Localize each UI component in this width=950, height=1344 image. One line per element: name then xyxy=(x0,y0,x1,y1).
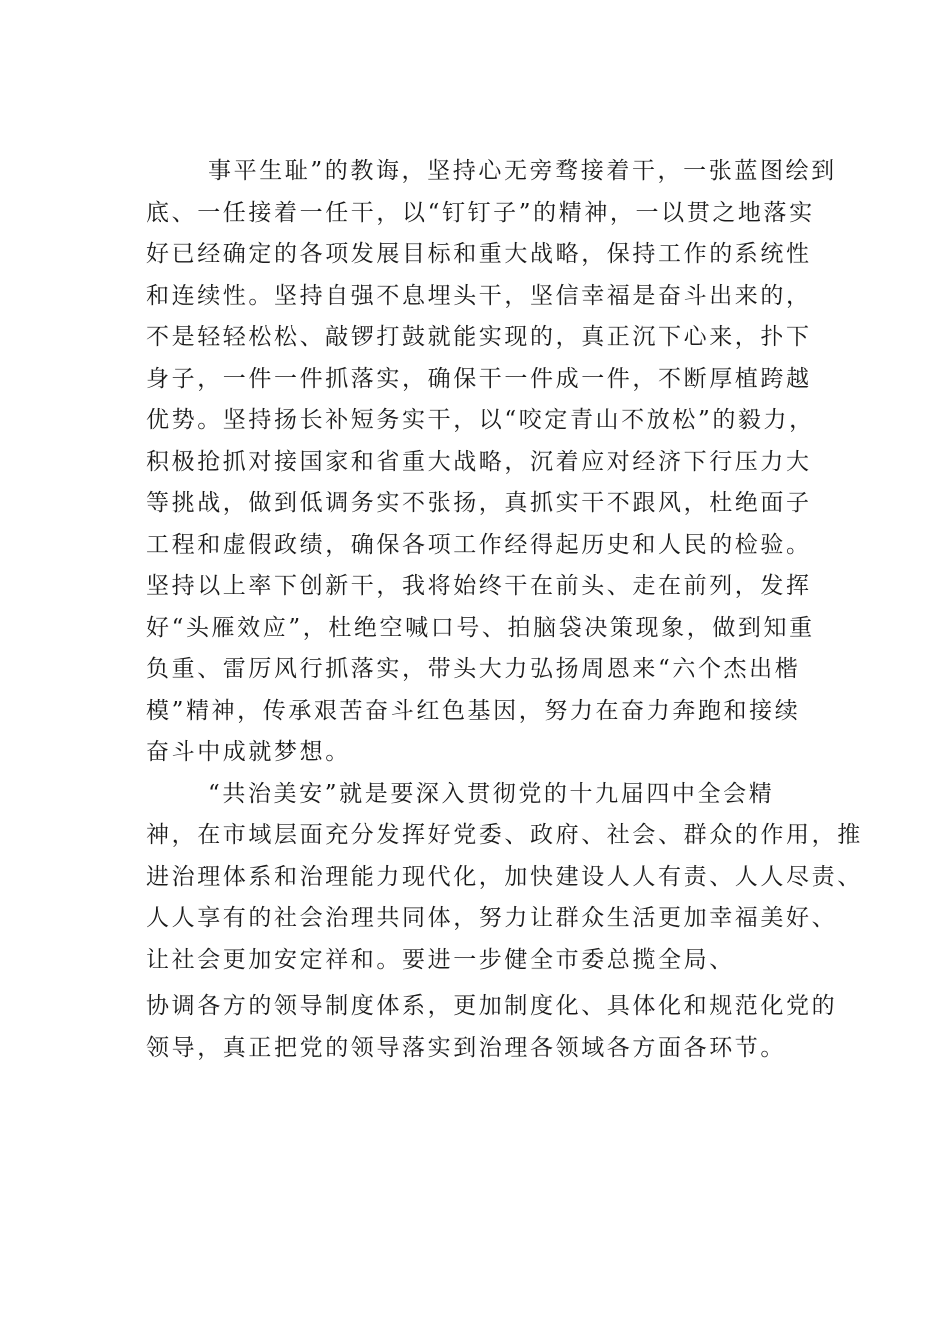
text-line: 好已经确定的各项发展目标和重大战略，保持工作的系统性 xyxy=(146,241,812,267)
text-line: 等挑战，做到低调务实不张扬，真抓实干不跟风，杜绝面子 xyxy=(146,490,812,516)
text-line: 好“头雁效应”，杜绝空喊口号、拍脑袋决策现象，做到知重 xyxy=(146,615,815,641)
text-line: 工程和虚假政绩，确保各项工作经得起历史和人民的检验。 xyxy=(146,532,812,558)
text-line: 积极抢抓对接国家和省重大战略，沉着应对经济下行压力大 xyxy=(146,449,812,475)
text-line: 模”精神，传承艰苦奋斗红色基因，努力在奋力奔跑和接续 xyxy=(146,698,801,724)
text-line: 神，在市域层面充分发挥好党委、政府、社会、群众的作用，推 xyxy=(146,822,863,848)
text-line: 不是轻轻松松、敲锣打鼓就能实现的，真正沉下心来，扑下 xyxy=(146,324,812,350)
text-line: 和连续性。坚持自强不息埋头干，坚信幸福是奋斗出来的， xyxy=(146,283,812,309)
text-line: 坚持以上率下创新干，我将始终干在前头、走在前列，发挥 xyxy=(146,573,812,599)
text-line: 事平生耻”的教诲，坚持心无旁骛接着干，一张蓝图绘到 xyxy=(208,158,837,184)
text-line: 领导，真正把党的领导落实到治理各领域各方面各环节。 xyxy=(146,1035,786,1061)
text-line: 底、一任接着一任干，以“钉钉子”的精神，一以贯之地落实 xyxy=(146,200,815,226)
text-line: 奋斗中成就梦想。 xyxy=(146,739,351,765)
text-line: 负重、雷厉风行抓落实，带头大力弘扬周恩来“六个杰出楷 xyxy=(146,656,801,682)
text-line: 进治理体系和治理能力现代化，加快建设人人有责、人人尽责、 xyxy=(146,864,863,890)
text-line: 让社会更加安定祥和。要进一步健全市委总揽全局、 xyxy=(146,947,735,973)
text-line: 人人享有的社会治理共同体，努力让群众生活更加幸福美好、 xyxy=(146,905,838,931)
text-line: “共治美安”就是要深入贯彻党的十九届四中全会精 xyxy=(208,781,775,807)
text-line: 身子，一件一件抓落实，确保干一件成一件，不断厚植跨越 xyxy=(146,366,812,392)
text-line: 优势。坚持扬长补短务实干，以“咬定青山不放松”的毅力， xyxy=(146,407,815,433)
text-line: 协调各方的领导制度体系，更加制度化、具体化和规范化党的 xyxy=(146,993,838,1019)
